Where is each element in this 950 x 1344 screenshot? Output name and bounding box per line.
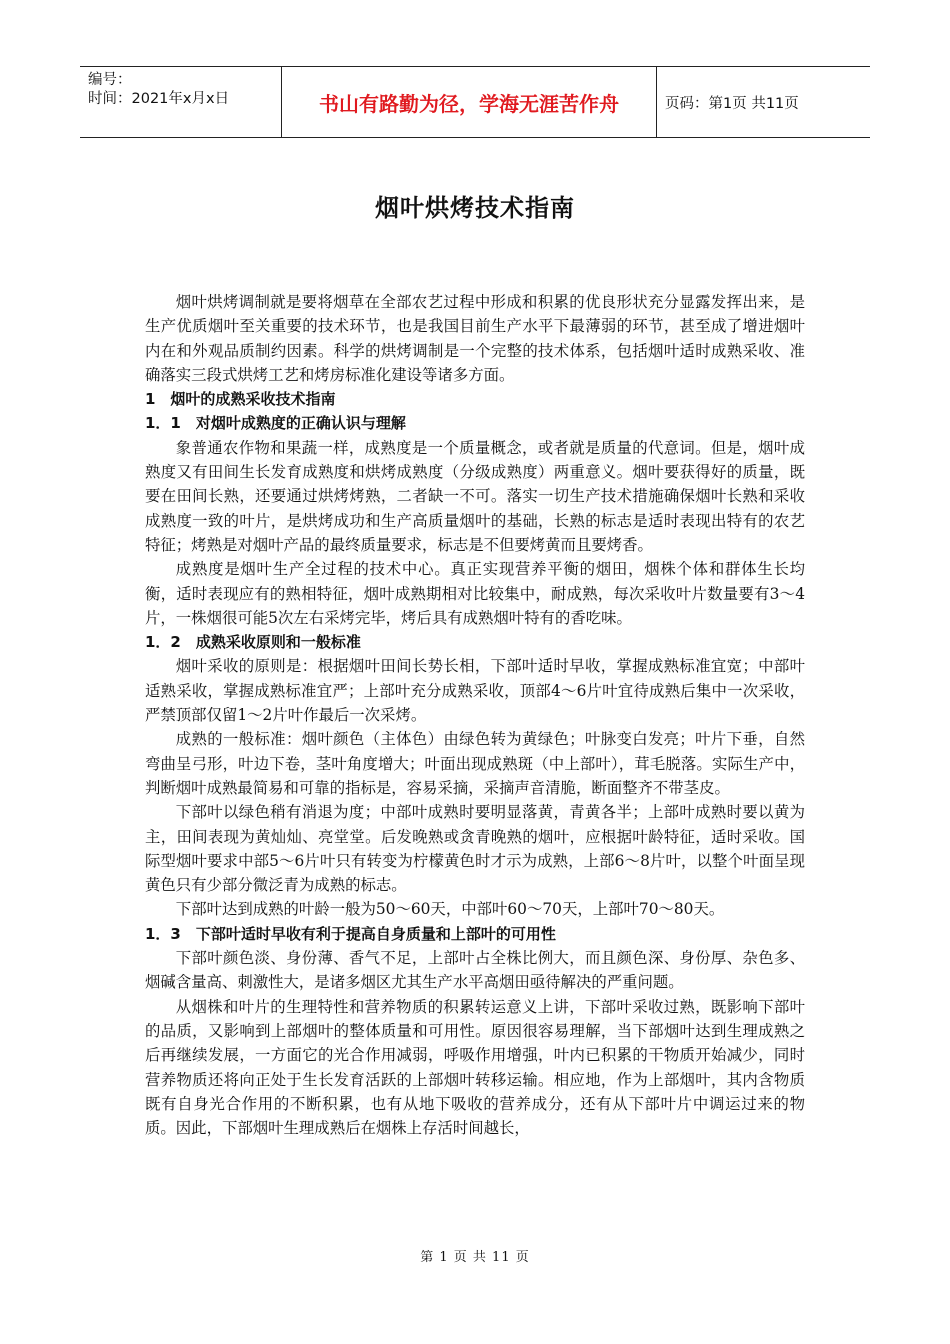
- document-title: 烟叶烘烤技术指南: [375, 194, 575, 222]
- paragraph: 成熟度是烟叶生产全过程的技术中心。真正实现营养平衡的烟田，烟株个体和群体生长均衡，适时表现应有的熟相特征，烟叶成熟期相对比较集中，耐成熟，每次采收叶片数量要有3～4片，一株烟很可能5次左右采烤完毕，烤后具有成熟烟叶特有的香吃味。: [145, 560, 805, 627]
- paragraph: 成熟的一般标准：烟叶颜色（主体色）由绿色转为黄绿色；叶脉变白发亮；叶片下垂，自然弯曲呈弓形，叶边下卷，茎叶角度增大；叶面出现成熟斑（中上部叶），茸毛脱落。实际生产中，判断烟叶成熟最简易和可靠的指标是，容易采摘，采摘声音清脆，断面整齐不带茎皮。: [145, 730, 805, 797]
- header-page-info: 页码：第1页 共11页: [665, 95, 799, 112]
- header-date: 时间：2021年x月x日: [88, 91, 230, 107]
- header-meta: [80, 67, 281, 137]
- header-number: 编号：: [88, 72, 132, 88]
- page-footer: 第 1 页 共 11 页: [420, 1250, 530, 1265]
- intro-paragraph: 烟叶烘烤调制就是要将烟草在全部农艺过程中形成和积累的优良形状充分显露发挥出来，是生产优质烟叶至关重要的技术环节，也是我国目前生产水平下最薄弱的环节，甚至成了增进烟叶内在和外观品质制约因素。科学的烘烤调制是一个完整的技术体系，包括烟叶适时成熟采收、准确落实三段式烘烤工艺和烤房标准化建设等诸多方面。: [145, 293, 805, 384]
- paragraph: 下部叶以绿色稍有消退为度；中部叶成熟时要明显落黄，青黄各半；上部叶成熟时要以黄为主，田间表现为黄灿灿、亮堂堂。后发晚熟或贪青晚熟的烟叶，应根据叶龄特征，适时采收。国际型烟叶要求中部5～6片叶只有转变为柠檬黄色时才示为成熟，上部6～8片叶，以整个叶面呈现黄色只有少部分微泛青为成熟的标志。: [145, 803, 805, 895]
- document-body: [145, 290, 805, 1140]
- header-motto: 书山有路勤为径，学海无涯苦作舟: [281, 67, 657, 137]
- section-heading-1: 1 烟叶的成熟采收技术指南: [145, 390, 336, 409]
- paragraph: 下部叶颜色淡、身份薄、香气不足，上部叶占全株比例大，而且颜色深、身份厚、杂色多、烟碱含量高、刺激性大，是诸多烟区尤其生产水平高烟田亟待解决的严重问题。: [145, 949, 805, 992]
- paragraph: 从烟株和叶片的生理特性和营养物质的积累转运意义上讲，下部叶采收过熟，既影响下部叶的品质，又影响到上部烟叶的整体质量和可用性。原因很容易理解，当下部烟叶达到生理成熟之后再继续发展，一方面它的光合作用减弱，呼吸作用增强，叶内已积累的干物质开始减少，同时营养物质还将向正处于生长发育活跃的上部烟叶转移运输。相应地，作为上部烟叶，其内含物质既有自身光合作用的不断积累，也有从地下吸收的营养成分，还有从下部叶片中调运过来的物质。因此，下部烟叶生理成熟后在烟株上存活时间越长，: [145, 997, 805, 1138]
- paragraph: 象普通农作物和果蔬一样，成熟度是一个质量概念，或者就是质量的代意词。但是，烟叶成熟度又有田间生长发育成熟度和烘烤成熟度（分级成熟度）两重意义。烟叶要获得好的质量，既要在田间长熟，还要通过烘烤烤熟，二者缺一不可。落实一切生产技术措施确保烟叶长熟和采收成熟度一致的叶片，是烘烤成功和生产高质量烟叶的基础，长熟的标志是适时表现出特有的农艺特征；烤熟是对烟叶产品的最终质量要求，标志是不但要烤黄而且要烤香。: [145, 438, 805, 554]
- section-heading-1-3: 1．3 下部叶适时早收有利于提高自身质量和上部叶的可用性: [145, 924, 556, 943]
- paragraph: 下部叶达到成熟的叶龄一般为50～60天，中部叶60～70天，上部叶70～80天。: [175, 900, 725, 919]
- section-heading-1-1: 1．1 对烟叶成熟度的正确认识与理解: [145, 414, 406, 433]
- document-header: [80, 66, 870, 138]
- section-heading-1-2: 1．2 成熟采收原则和一般标准: [145, 633, 361, 652]
- paragraph: 烟叶采收的原则是：根据烟叶田间长势长相，下部叶适时早收，掌握成熟标准宜宽；中部叶适熟采收，掌握成熟标准宜严；上部叶充分成熟采收，顶部4～6片叶宜待成熟后集中一次采收，严禁顶部仅留1～2片叶作最后一次采烤。: [145, 657, 805, 725]
